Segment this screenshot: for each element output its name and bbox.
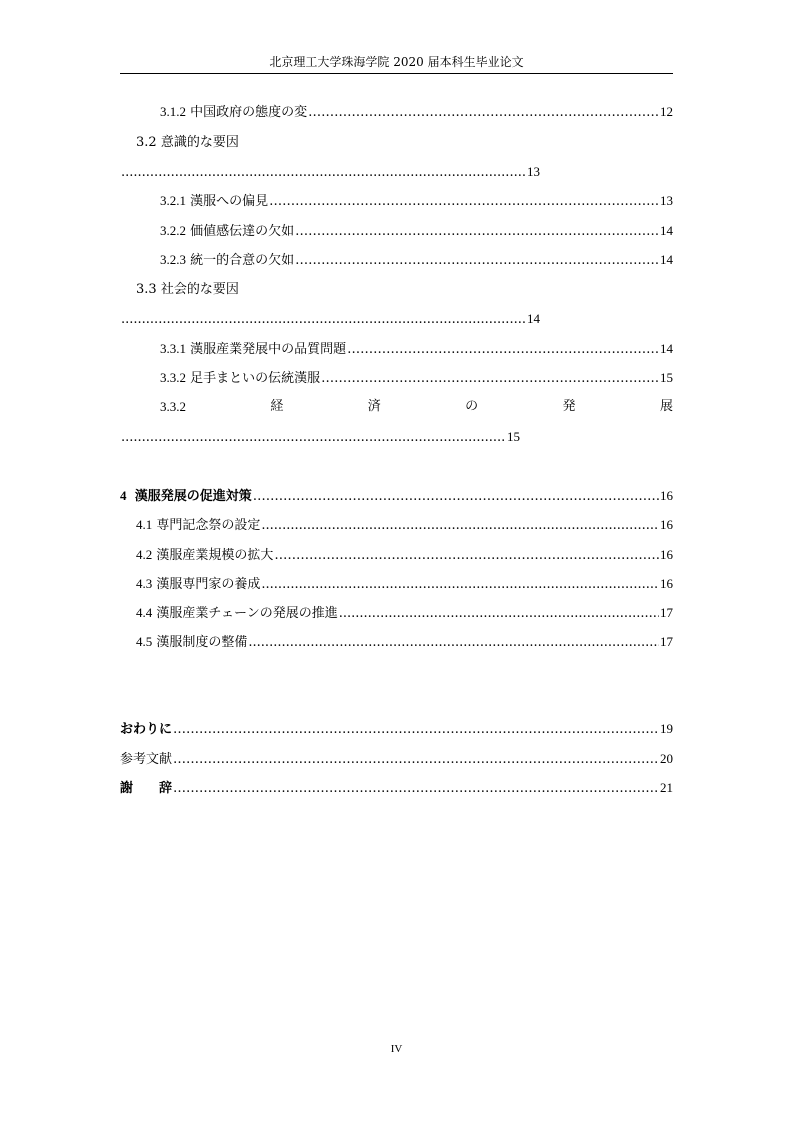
- dot-leader: [173, 751, 659, 769]
- toc-title: 統一的合意の欠如: [190, 253, 295, 268]
- toc-page: 14: [527, 311, 540, 326]
- toc-title: 漢服産業発展中の品質問題: [190, 342, 347, 357]
- toc-page: 21: [660, 780, 673, 795]
- toc-number: 3.3: [136, 282, 157, 297]
- toc-number: 4.1: [136, 517, 153, 532]
- toc-number: 4.4: [136, 605, 153, 620]
- toc-number: 4.5: [136, 634, 153, 649]
- dot-leader: [274, 547, 659, 565]
- toc-title-char: の: [465, 399, 479, 414]
- toc-page: 16: [660, 576, 673, 591]
- toc-number: 4.3: [136, 576, 153, 591]
- toc-page: 16: [660, 488, 673, 503]
- toc-page: 20: [660, 751, 673, 766]
- dot-leader: [321, 370, 659, 388]
- toc-page: 15: [507, 429, 520, 444]
- toc-title-char: 経: [270, 399, 284, 414]
- toc-title: 中国政府の態度の変: [190, 105, 308, 120]
- dot-leader: [121, 164, 526, 182]
- toc-number: 3.3.1: [160, 341, 186, 356]
- toc-title-char: 済: [367, 399, 381, 414]
- toc-number: 3.3.2: [160, 399, 186, 414]
- dot-leader: [295, 223, 659, 241]
- toc-number: 3.2.1: [160, 193, 186, 208]
- header-rule: [120, 73, 673, 74]
- toc-page: 16: [660, 517, 673, 532]
- toc-number: 3.2.2: [160, 223, 186, 238]
- page-number: IV: [390, 1043, 403, 1055]
- toc-entry-3-3-3-title[interactable]: [120, 398, 673, 416]
- toc-title: 漢服発展の促進対策: [134, 489, 252, 504]
- toc-entry-references[interactable]: [120, 750, 673, 769]
- toc-entry-acknowledgements[interactable]: [120, 779, 673, 798]
- dot-leader: [248, 634, 659, 652]
- toc-title: 漢服専門家の養成: [156, 577, 261, 592]
- toc-number: 4.2: [136, 547, 153, 562]
- dot-leader: [308, 104, 659, 122]
- toc-page: 12: [660, 104, 673, 119]
- dot-leader: [121, 311, 526, 329]
- toc-title: おわりに: [120, 722, 173, 737]
- toc-page: 13: [527, 164, 540, 179]
- toc-entry-3-3-2[interactable]: [120, 369, 673, 388]
- toc-title: 漢服制度の整備: [156, 635, 248, 650]
- dot-leader: [339, 605, 659, 623]
- toc-title-char: 発: [562, 399, 576, 414]
- toc-title: 漢服産業規模の拡大: [156, 548, 274, 563]
- toc-entry-3-2-leader[interactable]: [120, 163, 540, 182]
- toc-entry-4-2[interactable]: [120, 546, 673, 565]
- toc-title: 社会的な要因: [160, 282, 239, 297]
- dot-leader: [173, 721, 659, 739]
- toc-page: 16: [660, 547, 673, 562]
- toc-entry-conclusion[interactable]: [120, 720, 673, 739]
- toc-title-char: 展: [659, 399, 673, 414]
- dot-leader: [295, 252, 659, 270]
- toc-page: 15: [660, 370, 673, 385]
- toc-number: 3.2: [136, 135, 157, 150]
- toc-page: 17: [660, 634, 673, 649]
- toc-entry-3-2-1[interactable]: [120, 192, 673, 211]
- toc-entry-4-3[interactable]: [120, 575, 673, 594]
- toc-title: 足手まといの伝統漢服: [190, 371, 321, 386]
- toc-entry-4-4[interactable]: [120, 604, 673, 623]
- dot-leader: [173, 780, 659, 798]
- toc-entry-4[interactable]: [120, 487, 673, 506]
- toc-entry-3-2-2[interactable]: [120, 222, 673, 241]
- toc-title: 謝 辞: [120, 781, 173, 796]
- toc-page: 13: [660, 193, 673, 208]
- toc-entry-4-5[interactable]: [120, 633, 673, 652]
- toc-page: 17: [660, 605, 673, 620]
- toc-entry-3-3-leader[interactable]: [120, 310, 540, 329]
- toc-number: 3.3.2: [160, 370, 186, 385]
- toc-page: 14: [660, 223, 673, 238]
- toc-entry-3-3-1[interactable]: [120, 340, 673, 359]
- dot-leader: [253, 488, 659, 506]
- toc-page: 19: [660, 721, 673, 736]
- toc-title: 漢服への偏見: [190, 194, 269, 209]
- dot-leader: [347, 341, 659, 359]
- toc-title: 価値感伝達の欠如: [190, 224, 295, 239]
- toc-entry-3-1-2[interactable]: [120, 103, 673, 122]
- dot-leader: [269, 193, 659, 211]
- toc-title: 漢服産業チェーンの発展の推進: [156, 606, 338, 621]
- toc-number: 3.2.3: [160, 252, 186, 267]
- toc-title: 意識的な要因: [160, 135, 239, 150]
- toc-entry-3-2-title[interactable]: [120, 134, 689, 152]
- toc-entry-3-3-3-leader[interactable]: [120, 428, 520, 447]
- toc-number: 3.1.2: [160, 104, 186, 119]
- toc-page: 14: [660, 252, 673, 267]
- toc-entry-3-2-3[interactable]: [120, 251, 673, 270]
- dot-leader: [261, 576, 659, 594]
- toc-page: 14: [660, 341, 673, 356]
- running-header: 北京理工大学珠海学院 2020 届本科生毕业论文: [269, 55, 524, 69]
- dot-leader: [121, 429, 506, 447]
- toc-title: 参考文献: [120, 752, 173, 767]
- toc-entry-4-1[interactable]: [120, 516, 673, 535]
- dot-leader: [261, 517, 659, 535]
- toc-title: 専門記念祭の設定: [156, 518, 261, 533]
- toc-number: 4: [120, 488, 127, 503]
- toc-entry-3-3-title[interactable]: [120, 281, 689, 299]
